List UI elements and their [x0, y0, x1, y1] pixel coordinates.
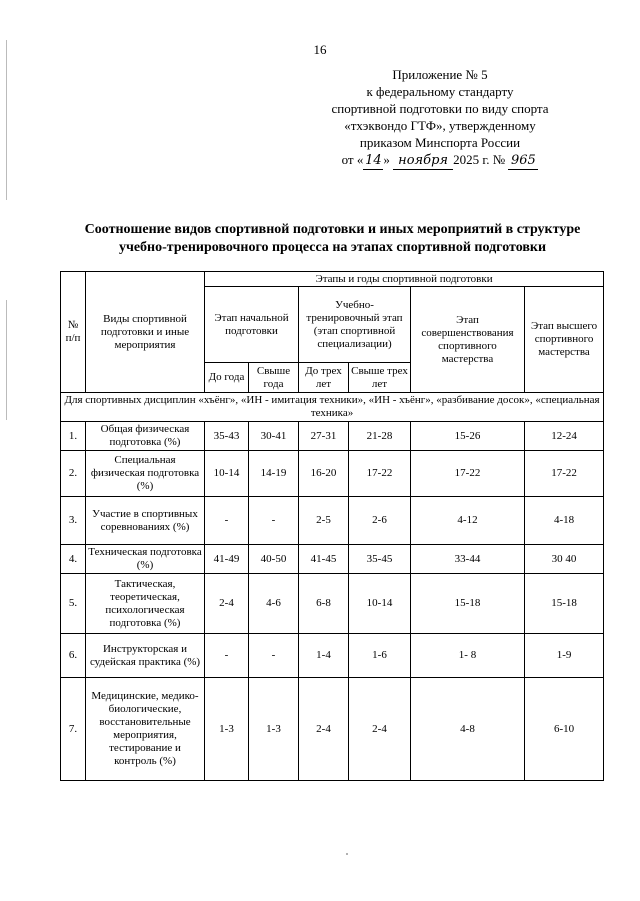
appendix-line: «тхэквондо ГТФ», утвержденному: [344, 118, 536, 133]
row-num: 1.: [61, 422, 86, 451]
row-num: 6.: [61, 634, 86, 678]
row-value: 1-9: [525, 634, 604, 678]
row-value: 14-19: [249, 451, 299, 497]
row-value: 10-14: [205, 451, 249, 497]
header-stage-improvement: Этап совершенствования спортивного мастерства: [411, 287, 525, 393]
appendix-line: приказом Минспорта России: [359, 135, 521, 150]
row-value: 12-24: [525, 422, 604, 451]
appendix-line: к федеральному стандарту: [366, 84, 514, 99]
row-value: 41-49: [205, 545, 249, 574]
row-value: 40-50: [249, 545, 299, 574]
row-value: 30-41: [249, 422, 299, 451]
header-sub-training-1: До трех лет: [299, 363, 349, 393]
row-value: 30 40: [525, 545, 604, 574]
row-kind: Тактическая, теоретическая, психологическая подготовка (%): [86, 574, 205, 634]
header-sub-initial-1: До года: [205, 363, 249, 393]
order-number: 965: [508, 152, 538, 170]
header-sub-initial-2: Свыше года: [249, 363, 299, 393]
row-value: 4-18: [525, 497, 604, 545]
header-stage-initial: Этап начальной подготовки: [205, 287, 299, 363]
row-value: 17-22: [349, 451, 411, 497]
row-num: 5.: [61, 574, 86, 634]
row-value: 15-26: [411, 422, 525, 451]
row-value: 1-6: [349, 634, 411, 678]
row-value: 1-4: [299, 634, 349, 678]
header-kinds: Виды спортивной подготовки и иные мероприятия: [86, 272, 205, 393]
row-kind: Медицинские, медико-биологические, восстановительные мероприятия, тестирование и контроль (%): [86, 678, 205, 781]
row-value: 27-31: [299, 422, 349, 451]
row-value: 35-45: [349, 545, 411, 574]
row-value: 1-3: [205, 678, 249, 781]
header-num: № п/п: [61, 272, 86, 393]
scan-edge-mark: [6, 300, 7, 420]
row-kind: Инструкторская и судейская практика (%): [86, 634, 205, 678]
header-stage-training: Учебно-тренировочный этап (этап спортивной специализации): [299, 287, 411, 363]
date-prefix: от «: [341, 152, 364, 167]
order-date-line: [290, 151, 590, 170]
row-value: 2-4: [205, 574, 249, 634]
row-num: 4.: [61, 545, 86, 574]
date-year: 2025 г. №: [453, 152, 506, 167]
row-value: 4-12: [411, 497, 525, 545]
row-value: 35-43: [205, 422, 249, 451]
section-title-row: Для спортивных дисциплин «хъёнг», «ИН - имитация техники», «ИН - хъёнг», «разбивание досок», «специальная техника»: [61, 393, 604, 422]
appendix-header: [290, 66, 590, 170]
row-num: 3.: [61, 497, 86, 545]
row-value: 4-6: [249, 574, 299, 634]
row-value: 4-8: [411, 678, 525, 781]
row-value: 2-4: [349, 678, 411, 781]
row-value: 17-22: [411, 451, 525, 497]
date-month: ноября: [393, 152, 453, 170]
row-kind: Специальная физическая подготовка (%): [86, 451, 205, 497]
row-value: 41-45: [299, 545, 349, 574]
table-row: [61, 634, 604, 678]
document-title: Соотношение видов спортивной подготовки и иных мероприятий в структуре учебно-тренировочного процесса на этапах спортивной подготовки: [84, 222, 581, 255]
row-value: -: [249, 634, 299, 678]
row-kind: Техническая подготовка (%): [86, 545, 205, 574]
row-num: 7.: [61, 678, 86, 781]
row-value: 10-14: [349, 574, 411, 634]
row-value: 2-5: [299, 497, 349, 545]
row-value: 2-6: [349, 497, 411, 545]
table-row: [61, 451, 604, 497]
row-value: 2-4: [299, 678, 349, 781]
header-stage-highest: Этап высшего спортивного мастерства: [525, 287, 604, 393]
row-value: -: [205, 634, 249, 678]
row-value: 33-44: [411, 545, 525, 574]
row-num: 2.: [61, 451, 86, 497]
header-stages-group: Этапы и годы спортивной подготовки: [205, 272, 604, 287]
row-value: 21-28: [349, 422, 411, 451]
row-kind: Участие в спортивных соревнованиях (%): [86, 497, 205, 545]
table-row: [61, 574, 604, 634]
row-value: 6-10: [525, 678, 604, 781]
row-kind: Общая физическая подготовка (%): [86, 422, 205, 451]
scan-edge-mark: [6, 40, 7, 200]
table-row: [61, 497, 604, 545]
row-value: 1-3: [249, 678, 299, 781]
row-value: -: [249, 497, 299, 545]
row-value: 15-18: [411, 574, 525, 634]
table-row: [61, 545, 604, 574]
row-value: -: [205, 497, 249, 545]
appendix-line: спортивной подготовки по виду спорта: [331, 101, 549, 116]
appendix-title: Приложение № 5: [392, 67, 488, 82]
header-sub-training-2: Свыше трех лет: [349, 363, 411, 393]
page-number: 16: [313, 42, 327, 57]
scan-speck: [346, 853, 348, 855]
row-value: 1- 8: [411, 634, 525, 678]
row-value: 16-20: [299, 451, 349, 497]
date-mid: »: [383, 152, 390, 167]
table-row: [61, 422, 604, 451]
table-row: [61, 678, 604, 781]
ratio-table: [60, 271, 604, 781]
row-value: 6-8: [299, 574, 349, 634]
row-value: 17-22: [525, 451, 604, 497]
date-day: 14: [365, 153, 382, 168]
row-value: 15-18: [525, 574, 604, 634]
